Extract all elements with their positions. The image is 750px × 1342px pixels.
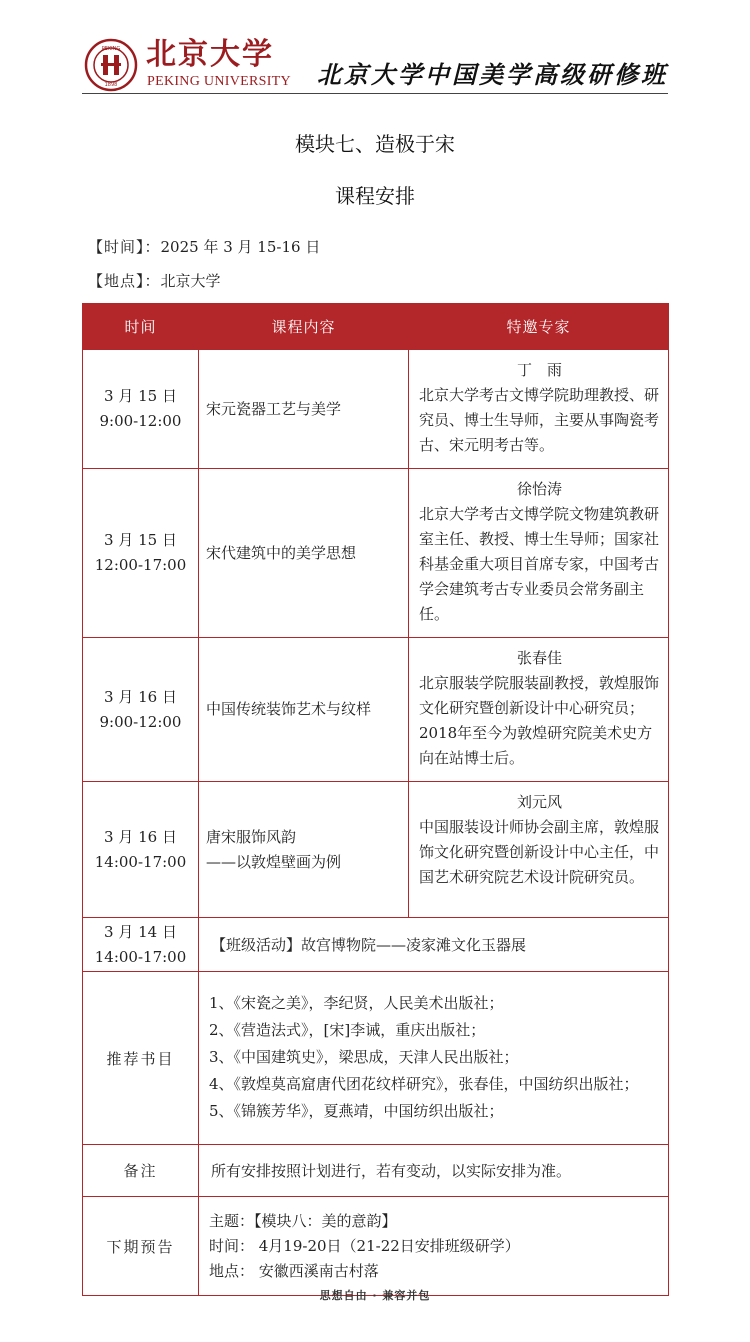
session-course-subtitle: ——以敦煌壁画为例: [206, 852, 342, 871]
session-time-cell: [83, 782, 199, 918]
logo-english-name: PEKING UNIVERSITY: [147, 74, 291, 89]
next-preview-details: [199, 1197, 669, 1296]
books-label: 推荐书目: [83, 972, 199, 1145]
session-date: 3 月 15 日: [104, 531, 177, 549]
event-time: [88, 236, 320, 257]
session-expert: [409, 782, 669, 918]
expert-name: 丁 雨: [516, 361, 562, 379]
expert-bio: 北京服装学院服装副教授，敦煌服饰文化研究暨创新设计中心研究员；2018年至今为敦煌研究院美术史方向在站博士后。: [419, 674, 660, 767]
books-list: [199, 972, 669, 1145]
session-hours: 9:00-12:00: [99, 712, 182, 731]
svg-text:1898: 1898: [104, 82, 118, 88]
activity-date: 3 月 14 日: [104, 922, 177, 941]
expert-name: 张春佳: [516, 649, 562, 667]
session-time-cell: [83, 638, 199, 782]
table-header-row: [83, 304, 669, 350]
expert-bio: 中国服装设计师协会副主席，敦煌服饰文化研究暨创新设计中心主任，中国艺术研究院艺术设计院研究员。: [419, 818, 660, 886]
session-hours: 9:00-12:00: [99, 412, 182, 430]
session-expert: [409, 350, 669, 469]
footer-motto: 思想自由 · 兼容并包: [319, 1289, 431, 1302]
time-value: 2025 年 3 月 15-16 日: [160, 238, 321, 256]
book-item: 2、《营造法式》，[宋]李诫，重庆出版社；: [209, 1020, 486, 1039]
expert-bio: 北京大学考古文博学院助理教授、研究员、博士生导师，主要从事陶瓷考古、宋元明考古等。: [419, 386, 660, 454]
schedule-title: 课程安排: [335, 184, 415, 208]
expert-bio: 北京大学考古文博学院文物建筑教研室主任、教授、博士生导师；国家社科基金重大项目首席专家，中国考古学会建筑考古专业委员会常务副主任。: [419, 505, 660, 623]
session-time-cell: [83, 350, 199, 469]
place-value: 北京大学: [160, 272, 221, 290]
event-place: [88, 270, 221, 291]
activity-text: 【班级活动】故宫博物院——凌家滩文化玉器展: [199, 918, 669, 972]
place-label: 【地点】：: [88, 272, 161, 290]
module-title: 模块七、造极于宋: [295, 132, 455, 156]
session-hours: 12:00-17:00: [94, 556, 187, 574]
session-hours: 14:00-17:00: [94, 852, 187, 871]
book-item: 1、《宋瓷之美》，李纪贤，人民美术出版社；: [209, 993, 504, 1012]
activity-hours: 14:00-17:00: [94, 947, 187, 966]
book-item: 4、《敦煌莫高窟唐代团花纹样研究》，张春佳，中国纺织出版社；: [209, 1074, 639, 1093]
column-header-course: 课程内容: [199, 304, 409, 350]
session-course: 中国传统装饰艺术与纹样: [199, 638, 409, 782]
note-row: [83, 1145, 669, 1197]
next-theme: 主题：【模块八：美的意韵】: [209, 1211, 397, 1230]
next-place: 地点： 安徽西溪南古村落: [209, 1261, 379, 1280]
activity-time-cell: [83, 918, 199, 972]
next-preview-label: 下期预告: [83, 1197, 199, 1296]
column-header-time: 时间: [83, 304, 199, 350]
expert-name: 刘元风: [516, 793, 562, 811]
session-row: [83, 469, 669, 638]
logo-chinese-name: 北京大学: [146, 37, 274, 72]
session-row: [83, 638, 669, 782]
session-date: 3 月 16 日: [104, 687, 177, 706]
session-expert: [409, 638, 669, 782]
note-text: 所有安排按照计划进行，若有变动，以实际安排为准。: [199, 1145, 669, 1197]
next-preview-row: [83, 1197, 669, 1296]
session-course: [199, 782, 409, 918]
session-date: 3 月 15 日: [104, 387, 177, 405]
header-divider: [82, 93, 668, 94]
note-label: 备注: [83, 1145, 199, 1197]
session-course: 宋元瓷器工艺与美学: [199, 350, 409, 469]
svg-text:PEKING: PEKING: [101, 46, 121, 52]
program-name: 北京大学中国美学高级研修班: [317, 60, 668, 89]
books-row: [83, 972, 669, 1145]
activity-row: [83, 918, 669, 972]
page-header: [0, 0, 750, 96]
schedule-table: [82, 303, 669, 1296]
time-label: 【时间】：: [88, 238, 161, 256]
session-row: [83, 350, 669, 469]
book-item: 5、《锦簇芳华》，夏燕靖，中国纺织出版社；: [209, 1101, 504, 1120]
session-time-cell: [83, 469, 199, 638]
column-header-expert: 特邀专家: [409, 304, 669, 350]
peking-university-seal-icon: [84, 38, 138, 92]
session-expert: [409, 469, 669, 638]
session-date: 3 月 16 日: [104, 827, 177, 846]
session-course: 宋代建筑中的美学思想: [199, 469, 409, 638]
session-row: [83, 782, 669, 918]
next-time: 时间： 4月19-20日（21-22日安排班级研学）: [209, 1236, 520, 1255]
expert-name: 徐怡涛: [516, 480, 562, 498]
book-item: 3、《中国建筑史》，梁思成，天津人民出版社；: [209, 1047, 519, 1066]
session-course-line: 唐宋服饰风韵: [206, 827, 297, 846]
